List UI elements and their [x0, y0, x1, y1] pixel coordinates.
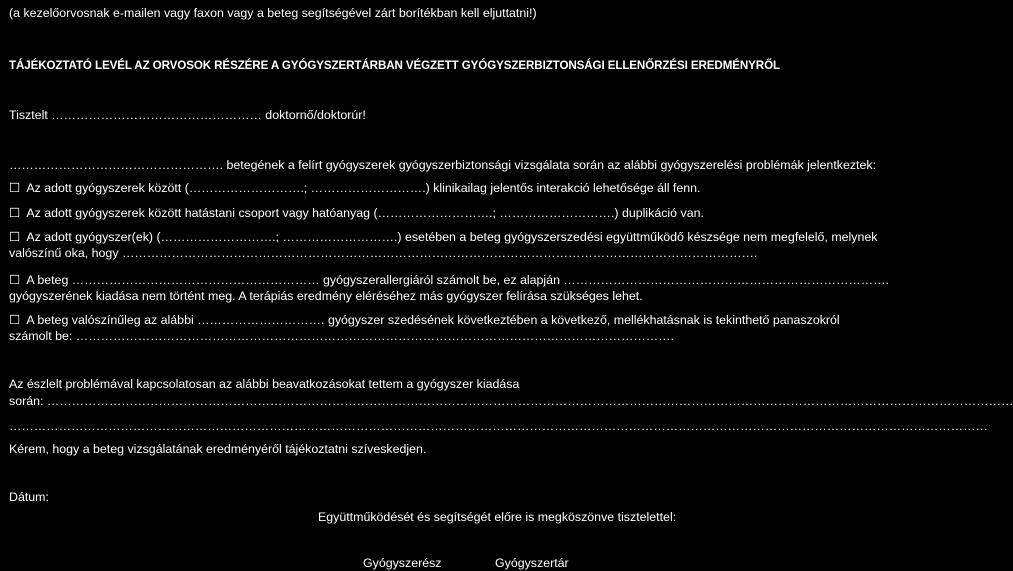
actions-text: Az észlelt problémával kapcsolatosan az alábbi beavatkozásokat tettem a gyógyszer kiadása: [9, 377, 520, 391]
date-label: Dátum:: [9, 490, 49, 504]
item-text: A beteg …………………………………………………… gyógyszerallergiáról számolt be, ez alapján …………………………………………………………………….: [26, 273, 890, 287]
signature-pharmacist: Gyógyszerész: [363, 556, 442, 570]
request: Kérem, hogy a beteg vizsgálatának eredményéről tájékoztatni szíveskedjen.: [9, 442, 427, 456]
actions-text: …………………………………………………………………………………………………………………………………………………………………………………………………………………: [9, 419, 988, 433]
signature-pharmacy: Gyógyszertár: [495, 556, 569, 570]
note: (a kezelőorvosnak e-mailen vagy faxon vagy a beteg segítségével zárt borítékban kell eljuttatni!): [9, 6, 537, 20]
checkbox[interactable]: ☐: [9, 313, 21, 327]
item-text-cont: gyógyszerének kiadása nem történt meg. A terápiás eredmény eléréséhez más gyógyszer felírása szükséges lehet.: [9, 289, 643, 303]
item-text: Az adott gyógyszerek között hatástani csoport vagy hatóanyag (……………………….; ……………………….) duplikáció van.: [26, 206, 704, 220]
checkbox[interactable]: ☐: [9, 181, 21, 195]
page-title: TÁJÉKOZTATÓ LEVÉL AZ ORVOSOK RÉSZÉRE A GYÓGYSZERTÁRBAN VÉGZETT GYÓGYSZERBIZTONSÁGI ELLENŐRZÉSI EREDMÉNYRŐL: [9, 59, 780, 72]
list-item: [9, 312, 840, 328]
actions-text: során: ………………………………………………………………………………………………………………………………………………………………………………………………………………: [9, 394, 1013, 408]
checkbox[interactable]: ☐: [9, 273, 21, 287]
item-text: Az adott gyógyszer(ek) (……………………….; ……………………….) esetében a beteg gyógyszerszedési együttműködő készsége nem megfelelő, melynek: [26, 230, 878, 244]
checkbox[interactable]: ☐: [9, 206, 21, 220]
item-text-cont: számolt be: ……………………………………………………………………………………………………………………………….: [9, 329, 674, 343]
closing: Együttműködését és segítségét előre is megköszönve tisztelettel:: [318, 510, 677, 524]
intro: ……………………………………………. betegének a felírt gyógyszerek gyógyszerbiztonsági vizsgálata során az alábbi gyógyszerelési problémák jelentkeztek:: [9, 158, 877, 172]
list-item: [9, 205, 704, 221]
list-item: [9, 180, 700, 196]
list-item: [9, 272, 889, 288]
item-text: A beteg valószínűleg az alábbi …………………………. gyógyszer szedésének következtében a következő, mellékhatásnak is tekinthető panaszokról: [26, 313, 840, 327]
list-item: [9, 229, 877, 245]
item-text: Az adott gyógyszerek között (……………………….; ……………………….) klinikailag jelentős interakció lehetősége áll fenn.: [26, 181, 701, 195]
checkbox[interactable]: ☐: [9, 230, 21, 244]
greeting: Tisztelt …………………………………………… doktornő/doktorúr!: [9, 108, 366, 122]
item-text-cont: valószínű oka, hogy ……………………………………………………………………………………………………………………………………….: [9, 246, 758, 260]
